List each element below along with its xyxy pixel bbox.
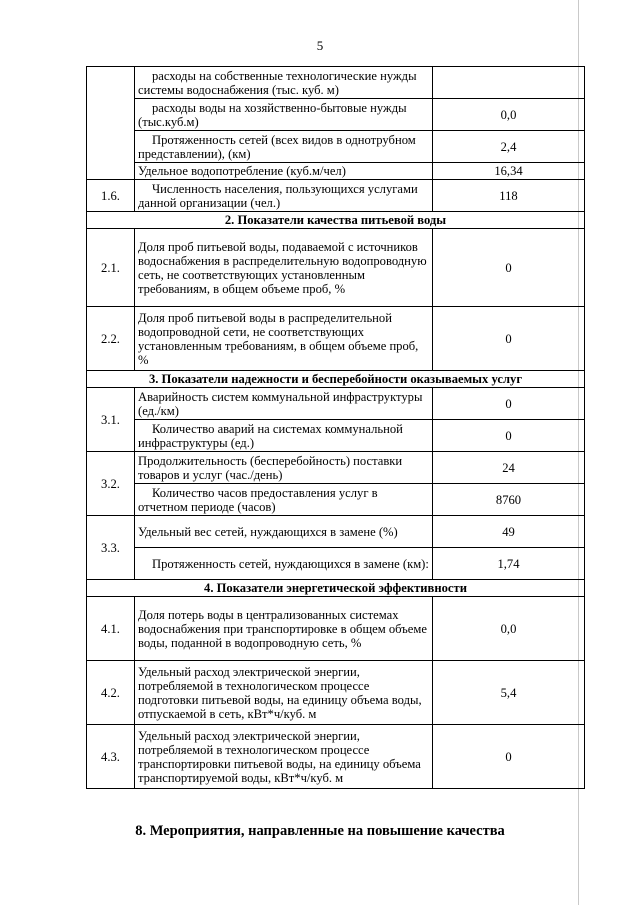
table-row bbox=[87, 548, 585, 580]
table-row bbox=[87, 725, 585, 789]
table-row bbox=[87, 67, 585, 99]
indicator-name: Протяженность сетей (всех видов в однотрубном представлении), (км) bbox=[135, 131, 433, 163]
section-heading: 8. Мероприятия, направленные на повышение качества bbox=[135, 823, 505, 839]
page-number: 5 bbox=[316, 38, 324, 53]
indicator-name: расходы на собственные технологические нужды системы водоснабжения (тыс. куб. м) bbox=[135, 67, 433, 99]
table-row bbox=[87, 597, 585, 661]
indicator-value: 2,4 bbox=[433, 131, 585, 163]
table-row bbox=[87, 180, 585, 212]
table-row bbox=[87, 420, 585, 452]
indicator-name: Удельный расход электрической энергии, потребляемой в технологическом процессе транспортировки питьевой воды, на единицу объема транспортируемой воды, кВт*ч/куб. м bbox=[135, 725, 433, 789]
section-header-row bbox=[87, 212, 585, 229]
indicator-value: 0 bbox=[433, 307, 585, 371]
table-row bbox=[87, 452, 585, 484]
table-row bbox=[87, 307, 585, 371]
table-row bbox=[87, 388, 585, 420]
indicator-value: 0 bbox=[433, 229, 585, 307]
row-number: 1.6. bbox=[87, 180, 135, 212]
section-title: 2. Показатели качества питьевой воды bbox=[87, 212, 585, 229]
indicator-value: 1,74 bbox=[433, 548, 585, 580]
indicator-value bbox=[433, 67, 585, 99]
indicator-name: Продолжительность (бесперебойность) поставки товаров и услуг (час./день) bbox=[135, 452, 433, 484]
indicator-name: Доля проб питьевой воды в распределительной водопроводной сети, не соответствующих установленным требованиям, в общем объеме проб, % bbox=[135, 307, 433, 371]
indicator-value: 16,34 bbox=[433, 163, 585, 180]
indicator-name: Протяженность сетей, нуждающихся в замене (км): bbox=[135, 548, 433, 580]
section-header-row bbox=[87, 580, 585, 597]
indicator-name: Количество аварий на системах коммунальной инфраструктуры (ед.) bbox=[135, 420, 433, 452]
indicators-table bbox=[86, 66, 585, 789]
row-number: 4.3. bbox=[87, 725, 135, 789]
indicator-name: Удельный вес сетей, нуждающихся в замене (%) bbox=[135, 516, 433, 548]
row-number: 2.1. bbox=[87, 229, 135, 307]
section-title: 4. Показатели энергетической эффективности bbox=[87, 580, 585, 597]
table-row bbox=[87, 661, 585, 725]
indicator-value: 118 bbox=[433, 180, 585, 212]
indicator-name: Доля проб питьевой воды, подаваемой с источников водоснабжения в распределительную водопроводную сеть, не соответствующих установленным требованиям, в общем объеме проб, % bbox=[135, 229, 433, 307]
indicator-value: 8760 bbox=[433, 484, 585, 516]
row-number: 4.1. bbox=[87, 597, 135, 661]
row-number: 3.1. bbox=[87, 388, 135, 452]
indicator-name: Удельный расход электрической энергии, потребляемой в технологическом процессе подготовки питьевой воды, на единицу объема воды, отпускаемой в сеть, кВт*ч/куб. м bbox=[135, 661, 433, 725]
indicator-value: 0,0 bbox=[433, 597, 585, 661]
section-title: 3. Показатели надежности и бесперебойности оказываемых услуг bbox=[87, 371, 585, 388]
row-number: 3.3. bbox=[87, 516, 135, 580]
table-row bbox=[87, 163, 585, 180]
table-row bbox=[87, 484, 585, 516]
indicator-value: 0 bbox=[433, 388, 585, 420]
indicator-value: 0 bbox=[433, 725, 585, 789]
row-number: 3.2. bbox=[87, 452, 135, 516]
section-header-row bbox=[87, 371, 585, 388]
indicator-name: Численность населения, пользующихся услугами данной организации (чел.) bbox=[135, 180, 433, 212]
table-row bbox=[87, 229, 585, 307]
indicator-value: 24 bbox=[433, 452, 585, 484]
row-number: 4.2. bbox=[87, 661, 135, 725]
indicator-value: 5,4 bbox=[433, 661, 585, 725]
indicator-name: Доля потерь воды в централизованных системах водоснабжения при транспортировке в общем объеме воды, поданной в водопроводную сеть, % bbox=[135, 597, 433, 661]
indicator-name: Удельное водопотребление (куб.м/чел) bbox=[135, 163, 433, 180]
indicator-name: Аварийность систем коммунальной инфраструктуры (ед./км) bbox=[135, 388, 433, 420]
indicator-name: Количество часов предоставления услуг в отчетном периоде (часов) bbox=[135, 484, 433, 516]
table-row bbox=[87, 99, 585, 131]
table-row bbox=[87, 516, 585, 548]
indicator-value: 49 bbox=[433, 516, 585, 548]
indicator-value: 0,0 bbox=[433, 99, 585, 131]
indicator-value: 0 bbox=[433, 420, 585, 452]
table-row bbox=[87, 131, 585, 163]
row-number: 2.2. bbox=[87, 307, 135, 371]
row-number-cell bbox=[87, 67, 135, 180]
indicator-name: расходы воды на хозяйственно-бытовые нужды (тыс.куб.м) bbox=[135, 99, 433, 131]
